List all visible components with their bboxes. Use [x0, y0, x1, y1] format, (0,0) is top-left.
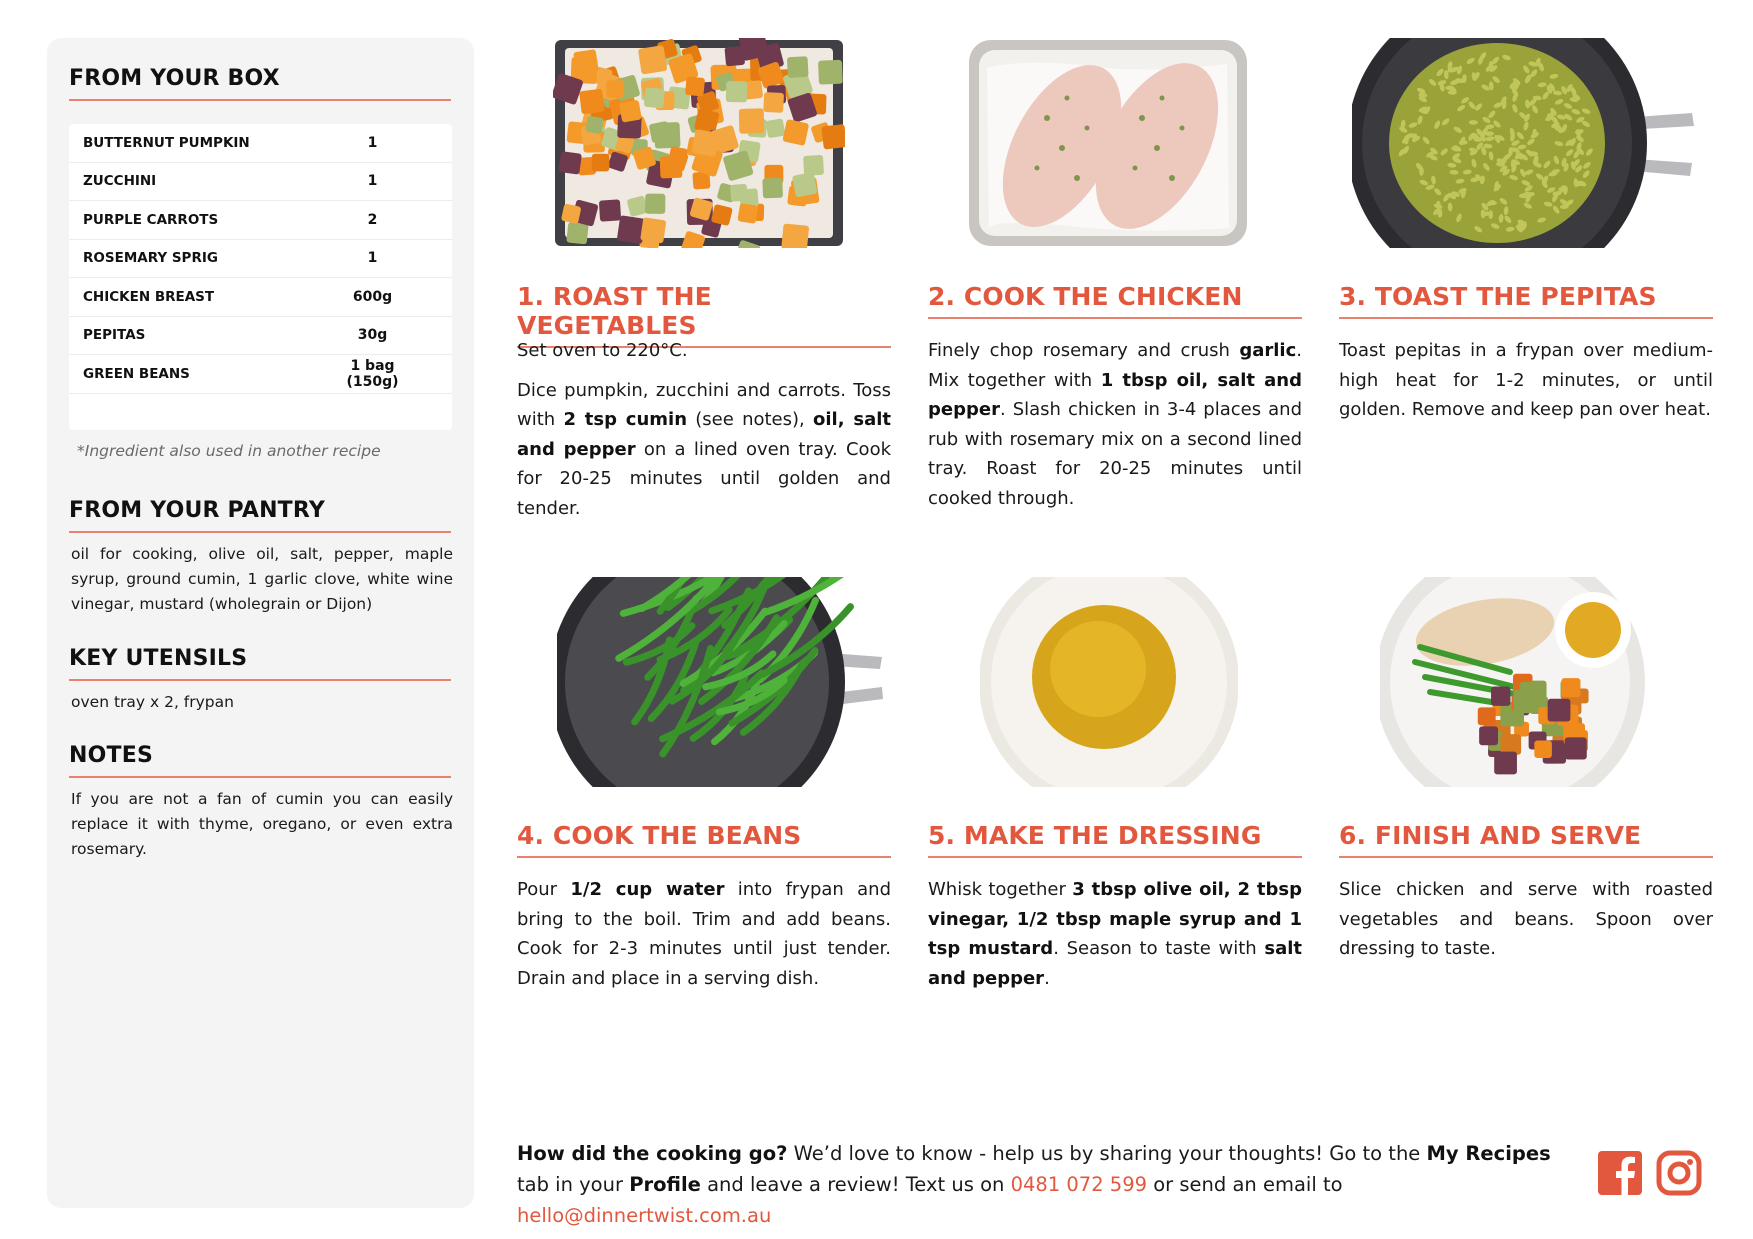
step-paragraph: Toast pepitas in a frypan over medium-high heat for 1-2 minutes, or until golden. Remove and keep pan over heat.: [1339, 340, 1713, 420]
feedback-text-4: or send an email to: [1147, 1173, 1343, 1196]
ingredient-row: [69, 240, 452, 279]
step-2-text: [928, 336, 1302, 523]
step-4-text: [517, 875, 891, 1003]
ingredient-row: [69, 201, 452, 240]
step-paragraph: Whisk together 3 tbsp olive oil, 2 tbsp vinegar, 1/2 tbsp maple syrup and 1 tsp mustard. Season to taste with salt and pepper.: [928, 879, 1302, 989]
step-1-text: [517, 336, 891, 533]
ingredient-footnote: *Ingredient also used in another recipe: [77, 442, 381, 460]
roast-vegetables-photo: [553, 38, 845, 248]
ingredient-name: PEPITAS: [83, 327, 146, 344]
step-2-title: 2. COOK THE CHICKEN: [928, 282, 1302, 319]
step-paragraph: Finely chop rosemary and crush garlic. Mix together with 1 tbsp oil, salt and pepper. Slash chicken in 3-4 places and rub with rosemary mix on a second lined tray. Roast for 20-25 minutes until cooked through.: [928, 340, 1302, 509]
step-4-title: 4. COOK THE BEANS: [517, 821, 891, 858]
step-5-text: [928, 875, 1302, 1003]
ingredient-qty: 1: [367, 134, 378, 151]
step-6-title: 6. FINISH AND SERVE: [1339, 821, 1713, 858]
email-link[interactable]: hello@dinnertwist.com.au: [517, 1204, 772, 1227]
ingredient-qty: 600g: [352, 288, 393, 305]
feedback-text-1: We’d love to know - help us by sharing your thoughts! Go to the: [787, 1142, 1427, 1165]
ingredient-qty: 2: [367, 211, 378, 228]
profile-label: Profile: [629, 1173, 701, 1196]
phone-link[interactable]: 0481 072 599: [1010, 1173, 1148, 1196]
served-plate-photo: [1380, 577, 1652, 787]
facebook-icon[interactable]: [1597, 1150, 1643, 1196]
from-your-box-heading: FROM YOUR BOX: [69, 66, 451, 101]
utensils-text: oven tray x 2, frypan: [71, 693, 234, 711]
from-your-pantry-heading: FROM YOUR PANTRY: [69, 498, 451, 533]
ingredients-table: [69, 124, 452, 430]
feedback-text-2: tab in your: [517, 1173, 630, 1196]
ingredient-qty: 1: [367, 173, 378, 190]
ingredient-qty: 1 bag (150g): [346, 357, 399, 390]
ingredient-name: CHICKEN BREAST: [83, 288, 215, 305]
ingredient-row: [69, 317, 452, 356]
dressing-bowl-photo: [980, 577, 1238, 787]
ingredient-qty: 30g: [357, 327, 388, 344]
ingredients-sidebar: [47, 38, 474, 1208]
ingredient-name: ZUCCHINI: [83, 173, 157, 190]
pepitas-frypan-photo: [1352, 38, 1696, 248]
feedback-text-3: and leave a review! Text us on: [700, 1173, 1011, 1196]
ingredient-row: [69, 355, 452, 394]
step-paragraph: Dice pumpkin, zucchini and carrots. Toss with 2 tsp cumin (see notes), oil, salt and pepper on a lined oven tray. Cook for 20-25 minutes until golden and tender.: [517, 379, 892, 519]
step-3-text: [1339, 336, 1713, 435]
step-paragraph: Pour 1/2 cup water into frypan and bring to the boil. Trim and add beans. Cook for 2-3 minutes until just tender. Drain and place in a serving dish.: [517, 879, 891, 989]
ingredient-name: PURPLE CARROTS: [83, 211, 219, 228]
feedback-footer: [517, 1138, 1577, 1231]
my-recipes-label: My Recipes: [1426, 1142, 1551, 1165]
feedback-question: How did the cooking go?: [517, 1142, 788, 1165]
ingredient-name: ROSEMARY SPRIG: [83, 250, 218, 267]
ingredient-name: BUTTERNUT PUMPKIN: [83, 134, 250, 151]
ingredient-row: [69, 278, 452, 317]
notes-heading: NOTES: [69, 743, 451, 778]
pantry-text: oil for cooking, olive oil, salt, pepper, maple syrup, ground cumin, 1 garlic clove, white wine vinegar, mustard (wholegrain or Dijon): [71, 545, 453, 613]
ingredient-qty: 1: [367, 250, 378, 267]
step-6-text: [1339, 875, 1713, 974]
step-3-title: 3. TOAST THE PEPITAS: [1339, 282, 1713, 319]
instagram-icon[interactable]: [1656, 1150, 1702, 1196]
step-1-title: 1. ROAST THE VEGETABLES: [517, 282, 891, 348]
notes-text: If you are not a fan of cumin you can easily replace it with thyme, oregano, or even extra rosemary.: [71, 790, 453, 858]
step-5-title: 5. MAKE THE DRESSING: [928, 821, 1302, 858]
step-paragraph: Slice chicken and serve with roasted vegetables and beans. Spoon over dressing to taste.: [1339, 879, 1713, 959]
ingredient-row: [69, 124, 452, 163]
ingredient-name: GREEN BEANS: [83, 365, 190, 382]
ingredient-row: [69, 163, 452, 202]
key-utensils-heading: KEY UTENSILS: [69, 646, 451, 681]
beans-frypan-photo: [557, 577, 883, 787]
step-paragraph: Set oven to 220°C.: [517, 340, 688, 361]
chicken-tray-photo: [967, 38, 1249, 248]
